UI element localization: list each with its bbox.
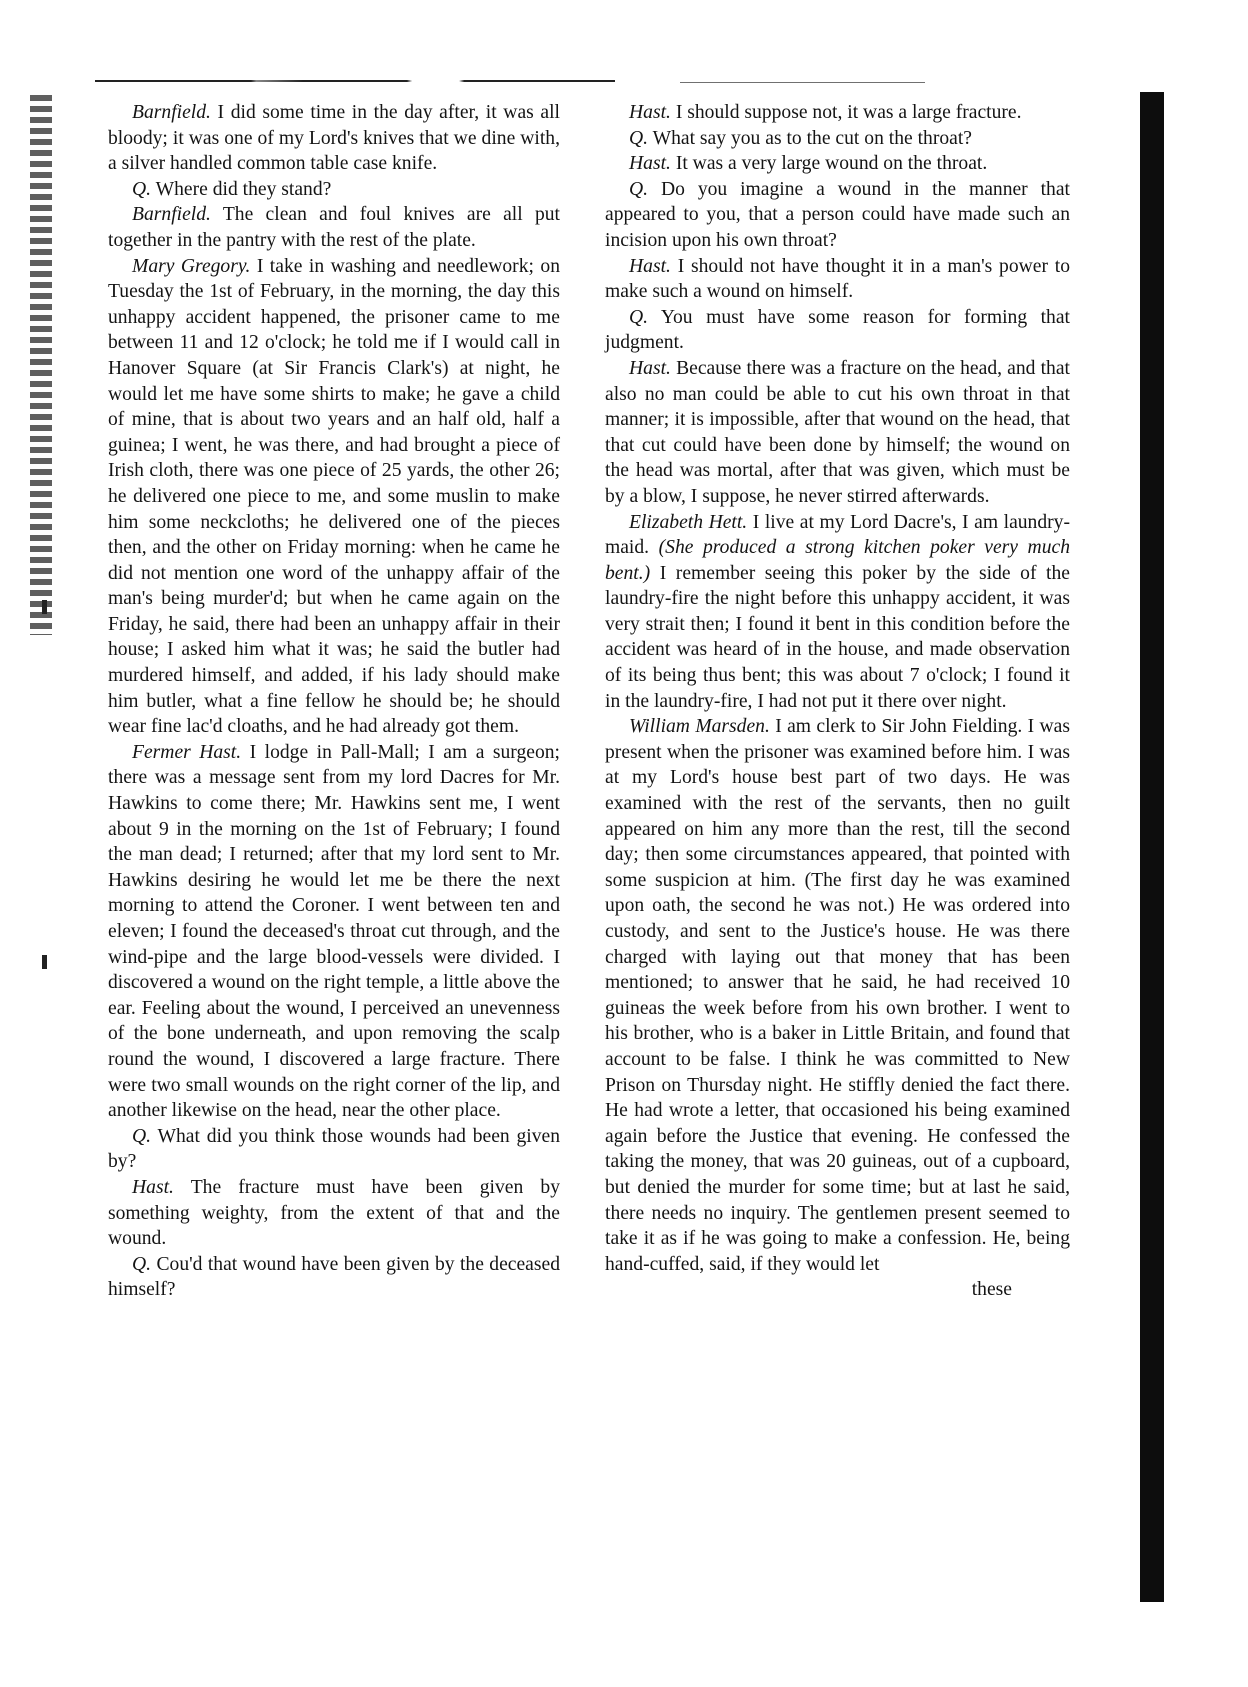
testimony: Because there was a fracture on the head, and that also no man could be able to cut his own throat in that manner; it is impossible, after that wound on the head, that that cut could have been done by himself; the wound on the head was mortal, after that was given, which must be by a blow, I suppose, he never stirred afterwards. [605,357,1070,507]
testimony: I did some time in the day after, it was all bloody; it was one of my Lord's knives that we dine with, a silver handled common table case knife. [108,102,560,175]
top-rule-right [680,82,925,83]
testimony: The fracture must have been given by something weighty, from the extent of that and the wound. [108,1176,560,1250]
speaker: Fermer Hast. [132,741,242,763]
speaker: Hast. [629,255,671,277]
testimony: It was a very large wound on the throat. [670,153,988,175]
speaker: Barnfield. [132,204,211,226]
testimony: I am clerk to Sir John Fielding. I was present when the prisoner was examined before him. I was at my Lord's house best part of two days. He was examined with the rest of the servants, then no guilt appeared on him any more than the rest, till the second day; then some circumstances appeared, that pointed with some suspicion at him. (The first day he was examined upon oath, the second he was not.) He was ordered into custody, and sent to the Justice's house. He was there charged with laying out that money that has been mentioned; to answer that he said, he had received 10 guineas the week before from his own brother. I went to his brother, who is a baker in Little Britain, and found that account to be false. I think he was committed to New Prison on Thursday night. He stiffly denied the fact there. He had wrote a letter, that occasioned his being examined again before the Justice that evening. He confessed the taking the money, that was 20 guineas, out of a cupboard, but denied the murder for some time; but at last he said, there needs no inquiry. The gentlemen present seemed to take it as if he was going to make a confession. He, being hand-cuffed, said, if they would let [605,716,1070,1275]
testimony: I take in washing and needlework; on Tuesday the 1st of February, in the morning, the day this unhappy accident happened, the prisoner came to me between 11 and 12 o'clock; he told me if I would call in Hanover Square (at Sir Francis Clark's) at night, he would let me have some shirts to make; he gave a child of mine, that is about two years and an half old, half a guinea; I went, he was there, and had brought a piece of Irish cloth, there was one piece of 25 yards, the other 26; he delivered one piece to me, and some muslin to make him some neckcloths; he delivered one of the pieces then, and the other on Friday morning: when he came he did not mention one word of the unhappy affair of the man's being murder'd; but when he came again on the Friday, he said, there had been an unhappy affair in their house; I asked him what it was; he said the butler had murdered himself, and added, if his lady should make him butler, what a fine fellow he should be; he should wear fine lac'd cloaths, and he had already got them. [108,255,560,738]
paragraph [605,177,1070,254]
paragraph [605,714,1070,1277]
paragraph [605,100,1070,126]
testimony: I should suppose not, it was a large fracture. [670,102,1022,123]
testimony: I should not have thought it in a man's power to make such a wound on himself. [605,255,1070,303]
speaker: Q. [132,1125,152,1147]
paragraph [108,1175,560,1252]
speaker: Barnfield. [132,102,211,123]
paragraph [108,202,560,253]
speaker: Q. [629,178,649,200]
speaker: Hast. [629,102,671,123]
testimony: I lodge in Pall-Mall; I am a surgeon; there was a message sent from my lord Dacres for Mr. Hawkins to come there; Mr. Hawkins sent me, I went about 9 in the morning on the 1st of February; I found the man dead; I returned; after that my lord sent to Mr. Hawkins desiring he would let me be there the next morning to attend the Coroner. I went between ten and eleven; I found the deceased's throat cut through, and the wind-pipe and the large blood-vessels were divided. I discovered a wound on the right temple, a little above the ear. Feeling about the wound, I perceived an unevenness of the bone underneath, and upon removing the scalp round the wound, I discovered a large fracture. There were two small wounds on the right corner of the lip, and another likewise on the head, near the other place. [108,741,560,1122]
paragraph [108,740,560,1124]
paragraph [605,254,1070,305]
stage-direction: (She produced a strong kitchen poker very much bent.) [605,537,1070,584]
paragraph [108,254,560,740]
testimony: Cou'd that wound have been given by the deceased himself? [108,1253,560,1301]
speaker: Elizabeth Hett. [629,511,748,533]
paragraph [108,1252,560,1303]
catchword: these [971,1279,1012,1301]
paragraph [108,177,560,203]
testimony: The clean and foul knives are all put together in the pantry with the rest of the plate. [108,204,560,251]
right-column [605,100,1070,1303]
paragraph [108,100,560,177]
speaker: Q. [132,1253,152,1275]
testimony-continued: I remember seeing this poker by the side of the laundry-fire the night before this unhappy accident, it was very strait then; I found it bent in this condition before the accident was heard of in the house, and made observation of its being thus bent; this was about 7 o'clock; I found it in the laundry-fire, I had not put it there over night. [605,562,1070,712]
speaker: Hast. [132,1176,174,1198]
left-column [108,100,560,1303]
testimony: I live at my Lord Dacre's, I am laundry-maid. [605,511,1070,559]
paragraph [605,305,1070,356]
page-spine-shadow [1140,92,1164,1602]
speaker: Hast. [629,357,671,379]
testimony: Where did they stand? [151,178,332,200]
paragraph [605,126,1070,152]
speaker: Q. [629,127,649,149]
scan-speck [42,955,47,969]
testimony: You must have some reason for forming that judgment. [605,306,1070,354]
paragraph [108,1124,560,1175]
speaker: Mary Gregory. [132,255,251,277]
scan-edge-artifact [30,95,52,635]
testimony: Do you imagine a wound in the manner that appeared to you, that a person could have made such an incision upon his own throat? [605,178,1070,251]
testimony: What say you as to the cut on the throat? [648,127,973,149]
speaker: William Marsden. [629,716,770,738]
speaker: Hast. [629,153,671,175]
speaker: Q. [629,306,649,328]
paragraph [605,510,1070,715]
scan-speck [42,600,47,614]
speaker: Q. [132,178,152,200]
top-rule [95,80,615,82]
paragraph [605,151,1070,177]
testimony: What did you think those wounds had been given by? [108,1125,560,1173]
paragraph [605,356,1070,510]
